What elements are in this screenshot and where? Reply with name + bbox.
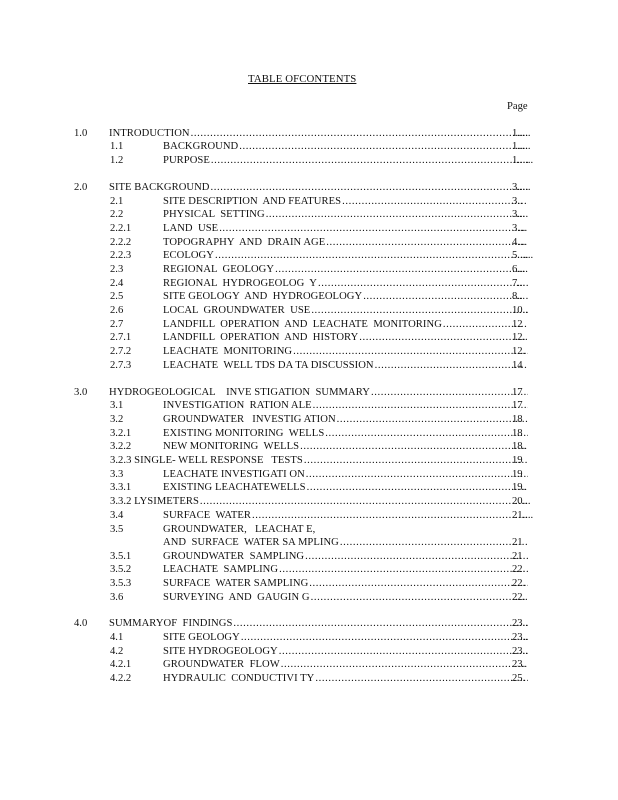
dot-leader <box>311 591 528 604</box>
toc-entry-title: INTRODUCTION <box>109 128 190 139</box>
toc-entry <box>0 577 618 590</box>
dot-leader <box>304 454 528 467</box>
toc-entry-page: 3.. <box>512 196 523 207</box>
dot-leader <box>275 263 528 276</box>
toc-entry-page: 3..... <box>512 182 531 193</box>
toc-entry <box>0 263 618 276</box>
toc-entry-number: 3.2 <box>110 414 124 425</box>
dot-leader <box>266 208 528 221</box>
toc-entry <box>0 481 618 494</box>
toc-entry-page: 21 <box>512 537 523 548</box>
toc-entry-page: 8.. <box>512 291 523 302</box>
toc-entry <box>0 523 618 536</box>
toc-entry-number: 4.2.1 <box>110 659 132 670</box>
toc-entry <box>0 672 618 685</box>
toc-entry-title: AND SURFACE WATER SA MPLING <box>163 537 339 548</box>
toc-entry-title: LEACHATE INVESTIGATI ON <box>163 469 305 480</box>
toc-entry <box>0 658 618 671</box>
toc-entry <box>0 617 618 630</box>
toc-entry <box>0 427 618 440</box>
toc-entry <box>0 563 618 576</box>
toc-entry <box>0 127 618 140</box>
dot-leader <box>219 222 528 235</box>
toc-entry-title: EXISTING LEACHATEWELLS <box>163 482 306 493</box>
toc-entry-number: 3.5.3 <box>110 578 132 589</box>
toc-entry-number: 1.1 <box>110 141 124 152</box>
toc-entry-page: 10.. <box>512 305 528 316</box>
toc-entry-number: 2.7.2 <box>110 346 132 357</box>
toc-entry-number: 3.5.2 <box>110 564 132 575</box>
toc-entry-number: 2.2.1 <box>110 223 132 234</box>
toc-entry <box>0 509 618 522</box>
toc-entry <box>0 413 618 426</box>
dot-leader <box>211 181 528 194</box>
toc-entry-number: 3.5 <box>110 524 124 535</box>
toc-entry-page: 21 <box>512 551 523 562</box>
toc-entry-number: 2.0 <box>74 182 88 193</box>
toc-entry-title: LEACHATE MONITORING <box>163 346 293 357</box>
dot-leader <box>211 154 528 167</box>
toc-entry-page: 19 <box>512 469 523 480</box>
toc-entry <box>0 631 618 644</box>
toc-entry-number: 1.0 <box>74 128 88 139</box>
toc-entry-title: HYDROGEOLOGICAL INVE STIGATION SUMMARY <box>109 387 370 398</box>
toc-entry <box>0 359 618 372</box>
dot-leader <box>359 331 528 344</box>
toc-entry-number: 3.6 <box>110 592 124 603</box>
toc-entry-page: 20... <box>512 496 531 507</box>
toc-entry-number: 3.1 <box>110 400 124 411</box>
toc-entry-number: 4.2 <box>110 646 124 657</box>
dot-leader <box>233 617 528 630</box>
toc-entry-title: LANDFILL OPERATION AND HISTORY <box>163 332 359 343</box>
toc-entry-title: NEW MONITORING WELLS <box>163 441 300 452</box>
toc-entry-number: 2.6 <box>110 305 124 316</box>
toc-entry-page: 22. <box>512 564 526 575</box>
dot-leader <box>363 290 528 303</box>
toc-entry-number: 3.5.1 <box>110 551 132 562</box>
toc-entry <box>0 277 618 290</box>
toc-entry <box>0 236 618 249</box>
toc-entry <box>0 399 618 412</box>
dot-leader <box>306 468 528 481</box>
toc-entry-number: 4.2.2 <box>110 673 132 684</box>
toc-entry-page: 12. <box>512 332 526 343</box>
toc-entry-number: 3.3 <box>110 469 124 480</box>
toc-entry-title: GROUNDWATER SAMPLING <box>163 551 305 562</box>
toc-entry-page: 7... <box>512 278 526 289</box>
dot-leader <box>215 249 528 262</box>
dot-leader <box>315 672 528 685</box>
toc-entry-page: 1..... <box>512 128 531 139</box>
toc-entry-title: ECOLOGY <box>163 250 214 261</box>
toc-entry-title: LEACHATE SAMPLING <box>163 564 279 575</box>
toc-entry-page: 12 <box>512 319 523 330</box>
toc-entry-title: BACKGROUND <box>163 141 239 152</box>
toc-entry <box>0 304 618 317</box>
toc-entry-title: LEACHATE WELL TDS DA TA DISCUSSION <box>163 360 374 371</box>
dot-leader <box>309 577 528 590</box>
toc-entry <box>0 195 618 208</box>
toc-entry <box>0 454 618 467</box>
toc-entry-number: 2.2 <box>110 209 124 220</box>
toc-entry-title: LAND USE <box>163 223 219 234</box>
toc-entry <box>0 331 618 344</box>
toc-entry-page: 23.. <box>512 618 528 629</box>
toc-entry-number: 3.0 <box>74 387 88 398</box>
toc-entry-page: 22. <box>512 592 526 603</box>
dot-leader <box>239 140 528 153</box>
toc-entry <box>0 550 618 563</box>
toc-entry-page: 18 <box>512 428 523 439</box>
toc-entry-title: 3.2.3 SINGLE- WELL RESPONSE TESTS <box>110 455 303 466</box>
toc-entry <box>0 440 618 453</box>
toc-title: TABLE OFCONTENTS <box>248 73 357 85</box>
toc-entry-title: SITE DESCRIPTION AND FEATURES <box>163 196 342 207</box>
toc-entry <box>0 495 618 508</box>
toc-entry-page: 17 <box>512 387 523 398</box>
toc-entry-number: 2.5 <box>110 291 124 302</box>
toc-entry-title: GROUNDWATER INVESTIG ATION <box>163 414 336 425</box>
toc-entry-title: TOPOGRAPHY AND DRAIN AGE <box>163 237 326 248</box>
toc-entry <box>0 345 618 358</box>
toc-entry <box>0 222 618 235</box>
toc-entry-page: 4... <box>512 237 526 248</box>
toc-entry-title: PURPOSE <box>163 155 210 166</box>
toc-entry-page: 3... <box>512 223 526 234</box>
toc-entry-title: INVESTIGATION RATION ALE <box>163 400 312 411</box>
toc-entry-page: 18. <box>512 441 526 452</box>
dot-leader <box>241 631 528 644</box>
toc-entry-number: 2.7.1 <box>110 332 132 343</box>
dot-leader <box>311 304 528 317</box>
toc-entry-title: SITE GEOLOGY <box>163 632 240 643</box>
toc-entry-number: 2.3 <box>110 264 124 275</box>
toc-entry-page: 19 <box>512 455 523 466</box>
toc-entry-number: 2.2.2 <box>110 237 132 248</box>
toc-entry-page: 23.. <box>512 632 528 643</box>
toc-entry-title: SITE HYDROGEOLOGY <box>163 646 278 657</box>
toc-entry <box>0 591 618 604</box>
dot-leader <box>371 386 528 399</box>
toc-entry-number: 3.2.2 <box>110 441 132 452</box>
toc-entry-title: EXISTING MONITORING WELLS <box>163 428 325 439</box>
toc-entry-title: SUMMARYOF FINDINGS <box>109 618 233 629</box>
toc-entry-page: 17 <box>512 400 523 411</box>
toc-entry-number: 3.2.1 <box>110 428 132 439</box>
toc-entry-title: GROUNDWATER FLOW <box>163 659 280 670</box>
toc-entry-number: 2.4 <box>110 278 124 289</box>
toc-entry <box>0 468 618 481</box>
toc-entry-title: SITE BACKGROUND <box>109 182 210 193</box>
dot-leader <box>279 563 528 576</box>
toc-entry-title: SITE GEOLOGY AND HYDROGEOLOGY <box>163 291 363 302</box>
toc-entry-title: LANDFILL OPERATION AND LEACHATE MONITORING <box>163 319 442 330</box>
toc-entry-page: 5...... <box>512 250 534 261</box>
toc-entry-number: 2.7.3 <box>110 360 132 371</box>
toc-entry-page: 22. <box>512 578 526 589</box>
dot-leader <box>375 359 528 372</box>
toc-entry-title: GROUNDWATER, LEACHAT E, <box>163 524 316 535</box>
dot-leader <box>300 440 528 453</box>
toc-entry <box>0 290 618 303</box>
dot-leader <box>313 399 528 412</box>
toc-entry-page: 1...... <box>512 155 534 166</box>
toc-entry <box>0 318 618 331</box>
toc-entry-title: HYDRAULIC CONDUCTIVI TY <box>163 673 315 684</box>
toc-entry-title: REGIONAL GEOLOGY <box>163 264 275 275</box>
dot-leader <box>279 645 528 658</box>
toc-entry-page: 23.. <box>512 646 528 657</box>
toc-entry-page: 3... <box>512 209 526 220</box>
toc-entry-page: 1..... <box>512 141 531 152</box>
toc-entry-title: 3.3.2 LYSIMETERS <box>110 496 199 507</box>
toc-entry-page: 19. <box>512 482 526 493</box>
toc-entry-page: 12. <box>512 346 526 357</box>
dot-leader <box>326 236 528 249</box>
dot-leader <box>325 427 528 440</box>
toc-entry <box>0 249 618 262</box>
dot-leader <box>340 536 528 549</box>
toc-entry-number: 3.4 <box>110 510 124 521</box>
toc-entry-page: 25. <box>512 673 526 684</box>
dot-leader <box>200 495 528 508</box>
toc-entry-page: 14 <box>512 360 523 371</box>
dot-leader <box>252 509 528 522</box>
toc-entry-number: 2.2.3 <box>110 250 132 261</box>
toc-entry-number: 2.7 <box>110 319 124 330</box>
toc-entry-page: 18 <box>512 414 523 425</box>
toc-entry-title: REGIONAL HYDROGEOLOG Y <box>163 278 318 289</box>
toc-entry-number: 3.3.1 <box>110 482 132 493</box>
toc-entry-page: 21.... <box>512 510 534 521</box>
toc-entry-page: 23. <box>512 659 526 670</box>
toc-entry <box>0 208 618 221</box>
dot-leader <box>337 413 528 426</box>
toc-entry <box>0 645 618 658</box>
toc-entry-page: 6... <box>512 264 526 275</box>
toc-entry-number: 2.1 <box>110 196 124 207</box>
toc-entry <box>0 154 618 167</box>
dot-leader <box>318 277 528 290</box>
toc-entry-number: 4.0 <box>74 618 88 629</box>
dot-leader <box>293 345 528 358</box>
toc-entry-title: SURFACE WATER SAMPLING <box>163 578 309 589</box>
dot-leader <box>307 481 528 494</box>
page-column-label: Page <box>507 101 528 112</box>
toc-entry-number: 1.2 <box>110 155 124 166</box>
toc-entry-title: SURFACE WATER <box>163 510 252 521</box>
toc-entry-title: LOCAL GROUNDWATER USE <box>163 305 311 316</box>
toc-entry <box>0 181 618 194</box>
toc-entry-number: 4.1 <box>110 632 124 643</box>
toc-entry <box>0 536 618 549</box>
toc-entry-title: SURVEYING AND GAUGIN G <box>163 592 310 603</box>
toc-entry <box>0 140 618 153</box>
dot-leader <box>281 658 528 671</box>
dot-leader <box>342 195 528 208</box>
toc-entry <box>0 386 618 399</box>
dot-leader <box>191 127 528 140</box>
dot-leader <box>305 550 528 563</box>
toc-entry-title: PHYSICAL SETTING <box>163 209 265 220</box>
